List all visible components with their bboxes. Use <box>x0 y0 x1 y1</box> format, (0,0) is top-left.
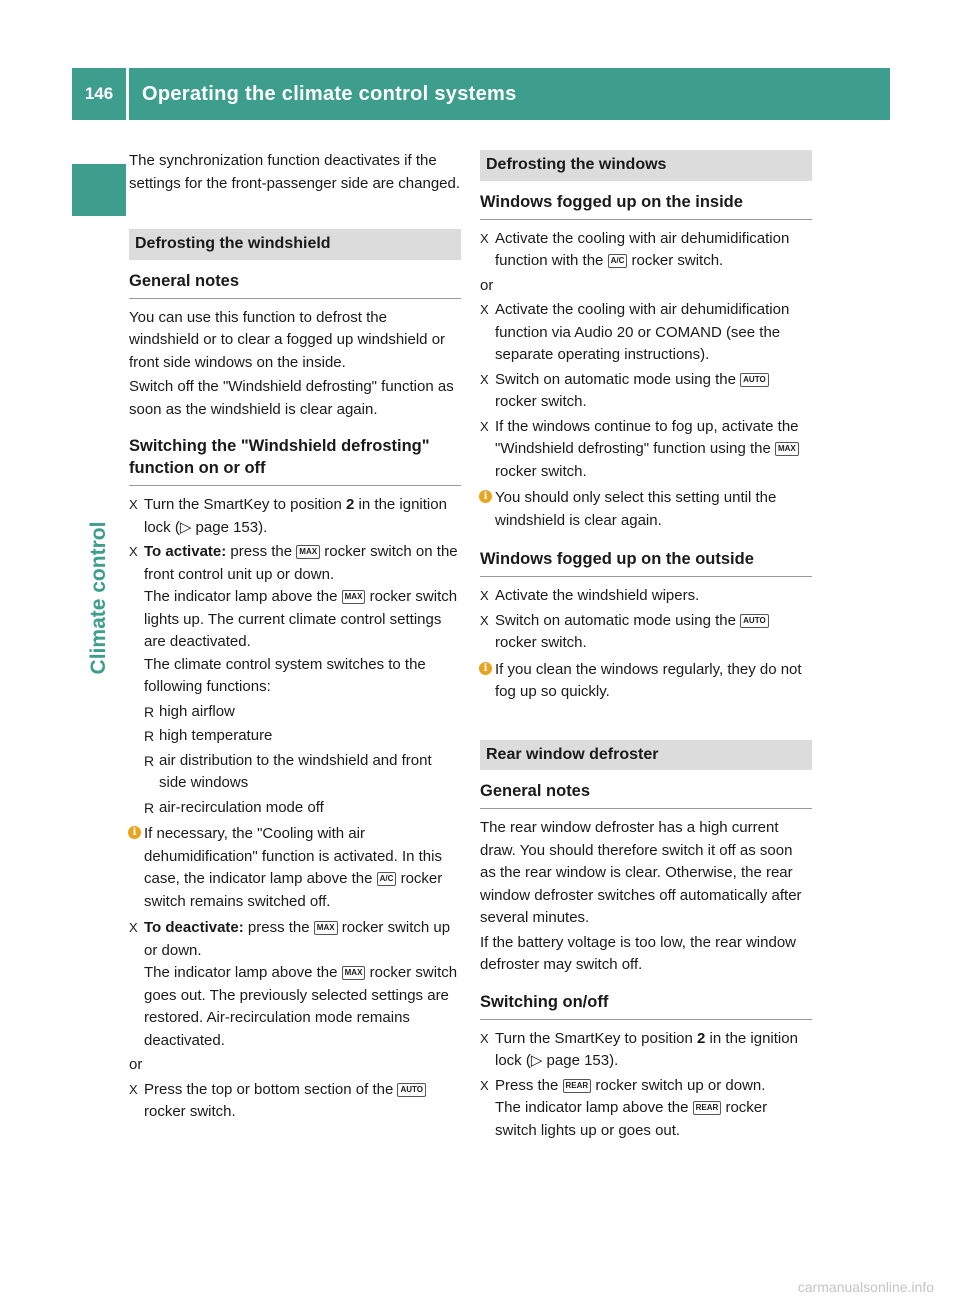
subheading-rear-general: General notes <box>480 778 812 809</box>
subheading-general-notes: General notes <box>129 268 461 299</box>
info-icon: i <box>128 826 141 839</box>
arrow-icon: X <box>129 1081 138 1097</box>
rear-paragraph-1: The rear window defroster has a high current draw. You should therefore switch it off as soon as the rear window is clear. Otherwise, the rear window defroster switches off automatically after several minutes. <box>480 819 802 926</box>
arrow-icon: X <box>480 302 489 317</box>
auto-icon: AUTO <box>397 1083 426 1097</box>
max-defrost-icon: MAX <box>342 966 366 980</box>
list-item: R air-recirculation mode off <box>129 797 461 820</box>
step-activate-cooling: X Activate the cooling with air dehumidification function with the A/C rocker switch. <box>480 229 790 269</box>
auto-icon: AUTO <box>740 373 769 387</box>
step-continue-fog: X If the windows continue to fog up, activate the "Windshield defrosting" function using the MAX rocker switch. <box>480 417 799 480</box>
header-divider <box>126 68 129 120</box>
intro-paragraph: The synchronization function deactivates if the settings for the front-passenger side are changed. <box>129 152 461 192</box>
or-text: or <box>129 1056 143 1073</box>
subheading-switching: Switching the "Windshield defrosting" function on or off <box>129 433 461 486</box>
step-deactivate: X To deactivate: press the MAX rocker switch up or down. The indicator lamp above the MAX rocker switch goes out. The previously selected settings are restored. Air-recirculation mode remains deactivated. <box>129 919 458 1049</box>
page-reference-link[interactable]: page 153 <box>195 518 259 536</box>
max-defrost-icon: MAX <box>342 590 366 604</box>
info-note: i If necessary, the "Cooling with air dehumidification" function is activated. In this case, the indicator lamp above the A/C rocker switch remains switched off. <box>129 823 461 913</box>
arrow-icon: X <box>480 418 489 434</box>
section-heading-rear: Rear window defroster <box>480 740 812 771</box>
activate-label: To activate: <box>144 543 227 560</box>
auto-icon: AUTO <box>740 614 769 628</box>
bullet-icon: R <box>144 799 155 816</box>
page-ref-triangle-icon: ▷ <box>530 1052 547 1069</box>
subheading-switching-onoff: Switching on/off <box>480 989 812 1020</box>
list-item: R high temperature <box>129 725 461 748</box>
info-icon: i <box>479 662 492 675</box>
step-automatic-mode: X Switch on automatic mode using the AUTO rocker switch. <box>480 610 812 655</box>
section-heading-windshield: Defrosting the windshield <box>129 229 461 260</box>
info-note: i You should only select this setting until the windshield is clear again. <box>480 487 812 532</box>
step-activate: X To activate: press the MAX rocker switch on the front control unit up or down. The indicator lamp above the MAX rocker switch lights up. The current climate control settings are deactivated. The climate control system switches to the following functions: <box>129 543 458 695</box>
ac-icon: A/C <box>608 254 628 268</box>
list-item: R air distribution to the windshield and front side windows <box>144 751 432 791</box>
step-activate-cooling-audio: X Activate the cooling with air dehumidification function via Audio 20 or COMAND (see the separate operating instructions). <box>480 301 790 363</box>
rear-defrost-icon: REAR <box>563 1079 592 1093</box>
left-column <box>129 150 461 1126</box>
windshield-paragraph-2: Switch off the "Windshield defrosting" function as soon as the windshield is clear again. <box>129 378 454 418</box>
list-item: R high airflow <box>129 701 461 724</box>
bullet-icon: R <box>144 703 155 720</box>
rear-paragraph-2: If the battery voltage is too low, the rear window defroster may switch off. <box>480 933 797 973</box>
step-press-auto: X Press the top or bottom section of the AUTO rocker switch. <box>129 1079 461 1124</box>
subheading-outside: Windows fogged up on the outside <box>480 546 812 577</box>
page-header <box>72 68 890 120</box>
subheading-inside: Windows fogged up on the inside <box>480 189 812 220</box>
side-tab-text: Climate control <box>87 521 110 675</box>
step-activate-wipers: X Activate the windshield wipers. <box>480 585 812 608</box>
arrow-icon: X <box>129 544 138 559</box>
bullet-icon: R <box>144 728 155 744</box>
arrow-icon: X <box>129 920 138 935</box>
page-ref-triangle-icon: ▷ <box>179 518 196 536</box>
page-number: 146 <box>84 84 114 103</box>
max-defrost-icon: MAX <box>296 545 320 559</box>
arrow-icon: X <box>480 612 489 628</box>
arrow-icon: X <box>480 1030 489 1046</box>
arrow-icon: X <box>129 497 138 512</box>
side-tab-marker <box>72 164 126 216</box>
section-heading-windows: Defrosting the windows <box>480 150 812 181</box>
deactivate-label: To deactivate: <box>144 919 244 936</box>
step-press-rear: X Press the REAR rocker switch up or down. The indicator lamp above the REAR rocker switch lights up or goes out. <box>480 1076 768 1139</box>
or-text: or <box>480 276 494 294</box>
step-turn-smartkey: X Turn the SmartKey to position 2 in the ignition lock (▷ page 153). <box>480 1029 798 1069</box>
step-turn-smartkey: X Turn the SmartKey to position 2 in the ignition lock (▷ page 153). <box>129 496 447 536</box>
watermark: carmanualsonline.info <box>797 1279 934 1295</box>
arrow-icon: X <box>480 1077 489 1093</box>
rear-defrost-icon: REAR <box>693 1101 722 1115</box>
ac-icon: A/C <box>377 872 397 886</box>
info-note: i If you clean the windows regularly, they do not fog up so quickly. <box>480 659 812 704</box>
page-title: Operating the climate control systems <box>142 82 517 105</box>
right-column <box>480 150 812 1144</box>
windshield-paragraph-1: You can use this function to defrost the windshield or to clear a fogged up windshield or front side windows on the inside. <box>129 308 446 371</box>
max-defrost-icon: MAX <box>314 921 338 935</box>
step-automatic-mode: X Switch on automatic mode using the AUTO rocker switch. <box>480 369 812 414</box>
bullet-icon: R <box>144 752 155 769</box>
arrow-icon: X <box>480 371 489 387</box>
page-reference-link[interactable]: page 153 <box>546 1052 610 1069</box>
arrow-icon: X <box>480 230 489 246</box>
info-icon: i <box>479 490 492 503</box>
max-defrost-icon: MAX <box>775 442 799 456</box>
arrow-icon: X <box>480 588 489 603</box>
